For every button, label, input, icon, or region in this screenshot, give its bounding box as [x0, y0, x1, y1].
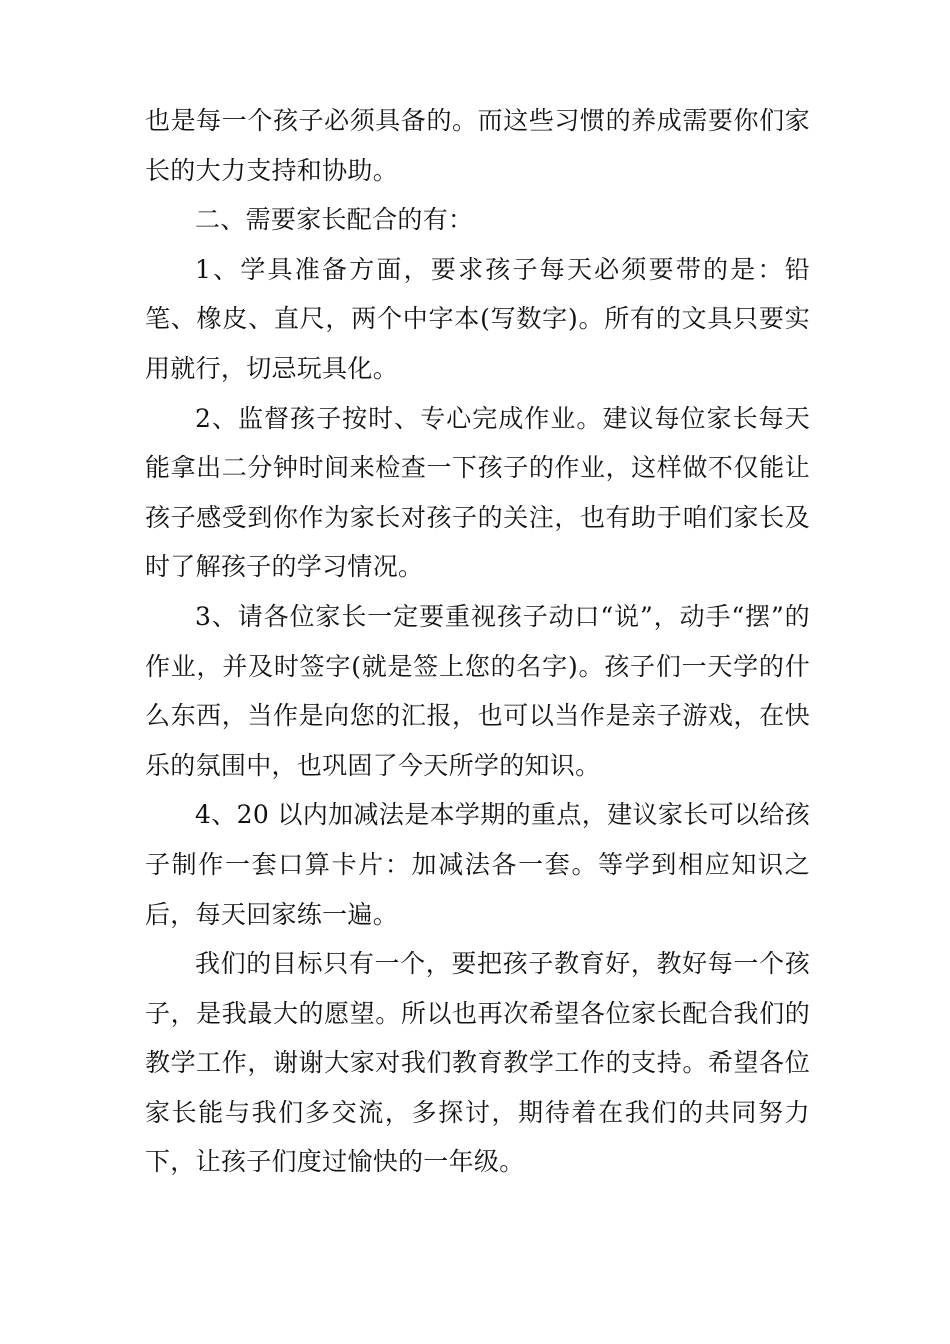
- paragraph-item-3: 3、请各位家长一定要重视孩子动口“说”，动手“摆”的作业，并及时签字(就是签上您的名字)。孩子们一天学的什么东西，当作是向您的汇报，也可以当作是亲子游戏，在快乐的氛围中，也巩固了今天所学的知识。: [145, 601, 810, 780]
- paragraph-item-2: 2、监督孩子按时、专心完成作业。建议每位家长每天能拿出二分钟时间来检查一下孩子的作业，这样做不仅能让孩子感受到你作为家长对孩子的关注，也有助于咱们家长及时了解孩子的学习情况。: [145, 403, 810, 582]
- document-body: [145, 96, 810, 1187]
- paragraph-continuation: 也是每一个孩子必须具备的。而这些习惯的养成需要你们家长的大力支持和协助。: [145, 106, 810, 185]
- paragraph-closing: 我们的目标只有一个，要把孩子教育好，教好每一个孩子，是我最大的愿望。所以也再次希望各位家长配合我们的教学工作，谢谢大家对我们教育教学工作的支持。希望各位家长能与我们多交流，多探讨，期待着在我们的共同努力下，让孩子们度过愉快的一年级。: [145, 949, 810, 1177]
- paragraph-item-1: 1、学具准备方面，要求孩子每天必须要带的是：铅笔、橡皮、直尺，两个中字本(写数字)。所有的文具只要实用就行，切忌玩具化。: [145, 254, 810, 383]
- paragraph-item-4: 4、20 以内加减法是本学期的重点，建议家长可以给孩子制作一套口算卡片：加减法各一套。等学到相应知识之后，每天回家练一遍。: [145, 800, 810, 929]
- paragraph-section-heading: 二、需要家长配合的有：: [195, 205, 474, 235]
